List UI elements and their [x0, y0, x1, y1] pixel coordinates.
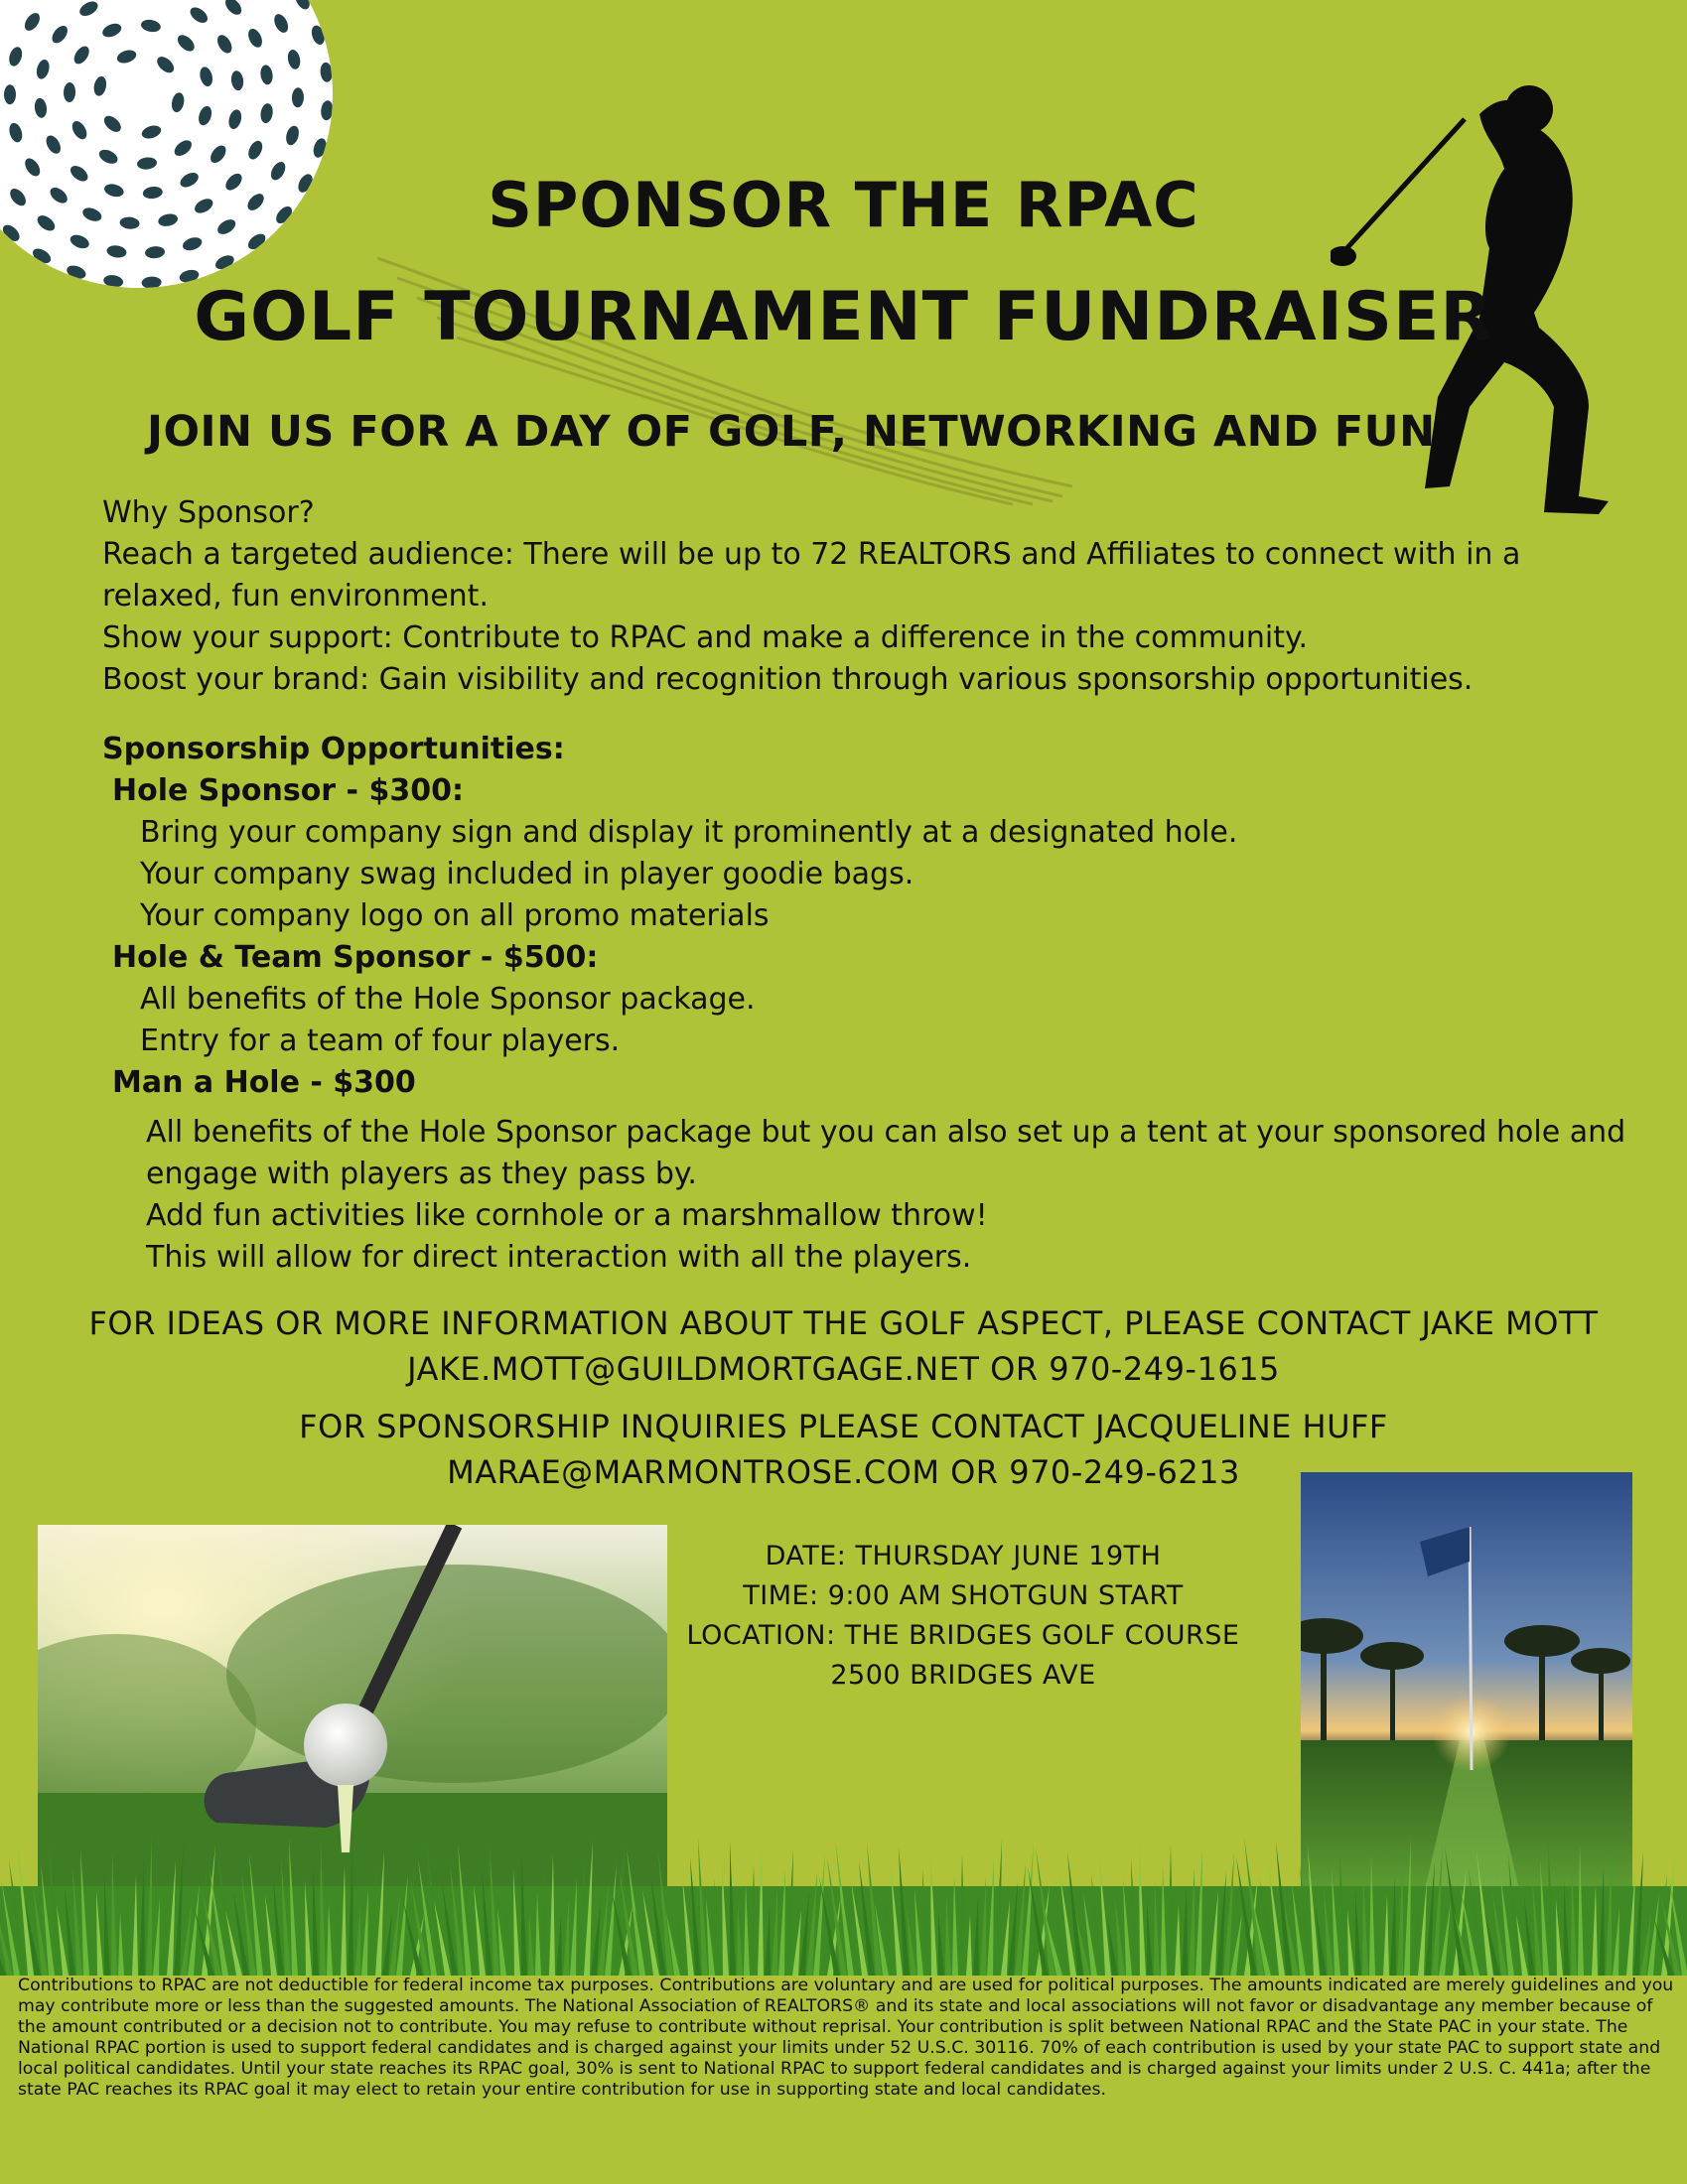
package-name: Man a Hole - $300 [112, 1065, 416, 1100]
event-address: 2500 BRIDGES AVE [830, 1660, 1096, 1691]
why-point: Boost your brand: Gain visibility and recognition through various sponsorship opportunities. [102, 662, 1474, 697]
why-point: Show your support: Contribute to RPAC and make a difference in the community. [102, 620, 1309, 655]
event-date: DATE: THURSDAY JUNE 19TH [765, 1541, 1162, 1571]
package-name: Hole & Team Sponsor - $500: [112, 940, 599, 975]
disclaimer-text: Contributions to RPAC are not deductible for federal income tax purposes. Contributions are voluntary and are used for political purposes. The amounts indicated are merely guidelines and you may contribute more or less than the suggested amounts. The National Association of REALTORS® and its state and local associations will not favor or disadvantage any member because of the amount contributed or a decision not to contribute. You may refuse to contribute without reprisal. Your contribution is split between National RPAC and the State PAC in your state. The National RPAC portion is used to support federal candidates and is charged against your limits under 52 U.S.C. 30116. 70% of each contribution is used by your state PAC to support state and local political candidates. Until your state reaches its RPAC goal, 30% is sent to National RPAC to support federal candidates and is charged against your limits under 2 U.S. C. 441a; after the state PAC reaches its RPAC goal it may elect to retain your entire contribution for use in supporting state and local candidates. [18, 1976, 1674, 2100]
contact-section [0, 1300, 1687, 1495]
opportunities-heading: Sponsorship Opportunities: [102, 732, 565, 766]
event-location: LOCATION: THE BRIDGES GOLF COURSE [686, 1620, 1240, 1651]
golf-contact-info: JAKE.MOTT@GUILDMORTGAGE.NET OR 970-249-1615 [407, 1350, 1280, 1388]
why-point: Reach a targeted audience: There will be up to 72 REALTORS and Affiliates to connect with in a relaxed, fun environment. [102, 537, 1521, 614]
sponsor-contact-line: FOR SPONSORSHIP INQUIRIES PLEASE CONTACT JACQUELINE HUFF [299, 1408, 1388, 1445]
package-item: Your company logo on all promo materials [140, 898, 770, 933]
package-item: Add fun activities like cornhole or a marshmallow throw! [146, 1198, 988, 1233]
sponsorship-opportunities [102, 729, 1631, 1279]
golf-ball-graphic [0, 0, 338, 298]
event-time: TIME: 9:00 AM SHOTGUN START [743, 1580, 1184, 1611]
package-item: Bring your company sign and display it prominently at a designated hole. [140, 815, 1238, 850]
grass-border [0, 1827, 1687, 1976]
package-item: Entry for a team of four players. [140, 1024, 621, 1058]
event-details [675, 1537, 1251, 1696]
why-sponsor-section [102, 492, 1612, 701]
page-title-line1: SPONSOR THE RPAC [488, 169, 1199, 241]
package-item: This will allow for direct interaction with all the players. [146, 1240, 972, 1275]
golf-contact-line: FOR IDEAS OR MORE INFORMATION ABOUT THE GOLF ASPECT, PLEASE CONTACT JAKE MOTT [88, 1304, 1599, 1342]
why-heading: Why Sponsor? [102, 495, 315, 530]
package-name: Hole Sponsor - $300: [112, 773, 464, 808]
subtitle: JOIN US FOR A DAY OF GOLF, NETWORKING AND FUN [147, 407, 1436, 457]
page-title-line2: GOLF TOURNAMENT FUNDRAISER [194, 278, 1493, 356]
package-item: All benefits of the Hole Sponsor package but you can also set up a tent at your sponsored hole and engage with players as they pass by. [146, 1115, 1626, 1191]
package-item: Your company swag included in player goodie bags. [140, 857, 914, 891]
sponsor-contact-info: MARAE@MARMONTROSE.COM OR 970-249-6213 [447, 1453, 1240, 1491]
package-item: All benefits of the Hole Sponsor package. [140, 982, 756, 1017]
